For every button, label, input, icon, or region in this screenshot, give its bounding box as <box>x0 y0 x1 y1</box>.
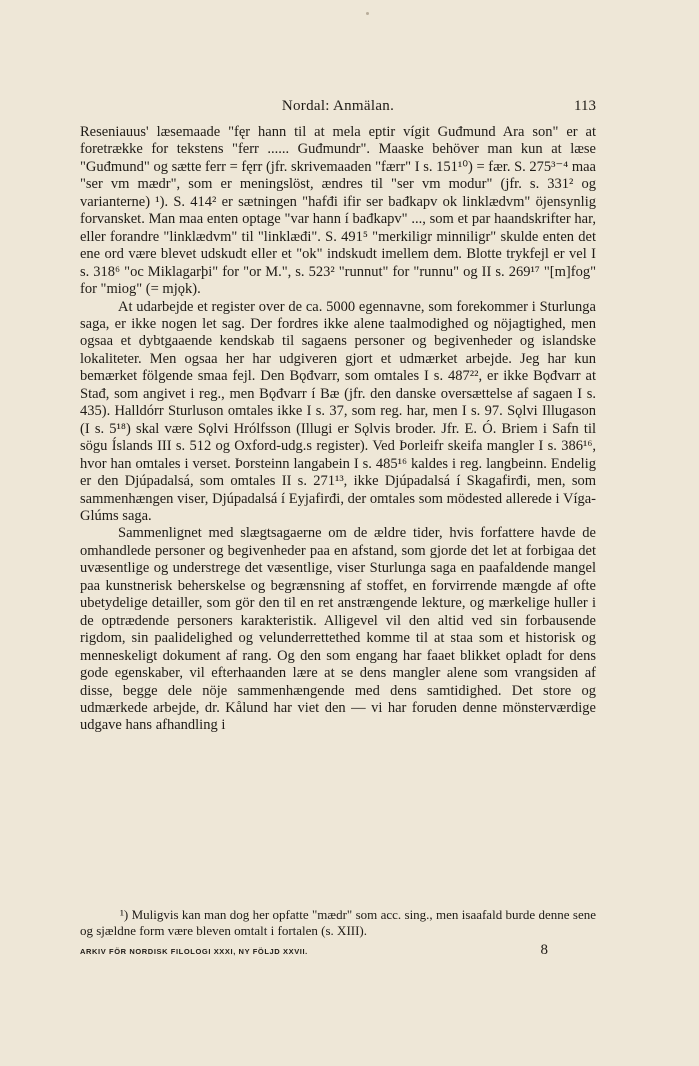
speck-mark <box>366 12 369 15</box>
page-footer <box>80 944 596 962</box>
signature-line: ARKIV FÖR NORDISK FILOLOGI XXXI, NY FÖLJD XXVII. <box>80 947 308 956</box>
signature-number: 8 <box>540 942 548 958</box>
running-title: Nordal: Anmälan. <box>281 98 395 114</box>
page-number: 113 <box>574 98 596 114</box>
page-header <box>80 98 596 120</box>
main-text <box>80 124 596 735</box>
paragraph-1: Reseniauus' læsemaade "fęr hann til at mela eptir vígit Guđmund Ara son" er at foretrække for tekstens "ferr ...... Guđmundr". Maaske behöver man kun at læse "Guđmund" og sætte ferr = fęrr (jfr. skrivemaaden "færr" I s. 151¹⁰) = fær. S. 275³⁻⁴ maa "ser vm mædr", som er meningslöst, ændres til "ser vm modur" (jfr. s. 331² og varianterne) ¹). S. 414² er sætningen "hafđi ifir ser bađkapv ok linklædvm" öjensynlig forvansket. Man maa enten optage "var hann í bađkapv" ..., som et par haandskrifter har, eller forandre "linklædvm" til "linklæđi". S. 491⁵ "merkiligr minniligr" skulde enten det ene ord være blevet udskudt eller et "ok" indskudt imellem dem. Blotte trykfejl er vel I s. 318⁶ "oc Miklagarþi" for "or M.", s. 523² "runnut" for "runnu" og II s. 269¹⁷ "[m]fog" for "miog" (= mjǫk). <box>80 124 596 298</box>
footnote: ¹) Muligvis kan man dog her opfatte "mædr" som acc. sing., men isaafald burde denne sene og sjældne form være bleven omtalt i fortalen (s. XIII). <box>80 907 596 938</box>
paragraph-3: Sammenlignet med slægtsagaerne om de ældre tider, hvis forfattere havde de omhandlede personer og begivenheder paa en afstand, som gjorde det let at forbigaa det uvæsentlige og understrege det væsentlige, viser Sturlunga saga en paafaldende mangel paa kunstnerisk beherskelse og begrænsning af stoffet, en forvirrende mængde af ofte ubetydelige detailler, som gör den til en ret anstrængende lekture, og mærkelige huller i de optrædende personers karakteristik. Alligevel vil den altid ved sin forbausende rigdom, sin paalidelighed og velunderrettethed komme til at staa som et historisk og menneskeligt dokument af rang. Og den som engang har faaet blikket opladt for dens gode egenskaber, vil efterhaanden lære at se dens mangler alene som vrangsiden af disse, begge dele nöje sammenhængende med dens samtidighed. Det store og udmærkede arbejde, dr. Kålund har viet den — vi har foruden denne mönsterværdige udgave hans afhandling i <box>80 525 596 734</box>
paragraph-2: At udarbejde et register over de ca. 5000 egennavne, som forekommer i Sturlunga saga, er ikke nogen let sag. Der fordres ikke alene taalmodighed og nöjagtighed, men ogsaa et dybtgaaende kendskab til sagaens personer og begivenheder og islandske lokaliteter. Men ogsaa her har udgiveren gjort et udmærket arbejde. Jeg har kun bemærket fölgende smaa fejl. Den Bǫđvarr, som omtales I s. 487²², er ikke Bǫđvarr at Stađ, som angivet i reg., men Bǫđvarr í Bæ (jfr. den danske oversættelse af sagaen I s. 435). Halldórr Sturluson omtales ikke I s. 37, som reg. har, men I s. 97. Sǫlvi Illugason (I s. 5¹⁸) skal være Sǫlvi Hrólfsson (Illugi er Sǫlvis broder. Jfr. E. Ó. Briem i Safn til sögu Íslands III s. 512 og Oxford-udg.s register). Ved Þorleifr skeifa mangler I s. 386¹⁶, hvor han omtales i verset. Þorsteinn langabein I s. 485¹⁶ kaldes i reg. langbeinn. Endelig er den Djúpadalsá, som omtales II s. 271¹³, ikke Djúpadalsá í Skagafirđi, men, som sammenhængen viser, Djúpadalsá í Eyjafirđi, der omtales som mödested allerede i Víga-Glúms saga. <box>80 298 596 524</box>
